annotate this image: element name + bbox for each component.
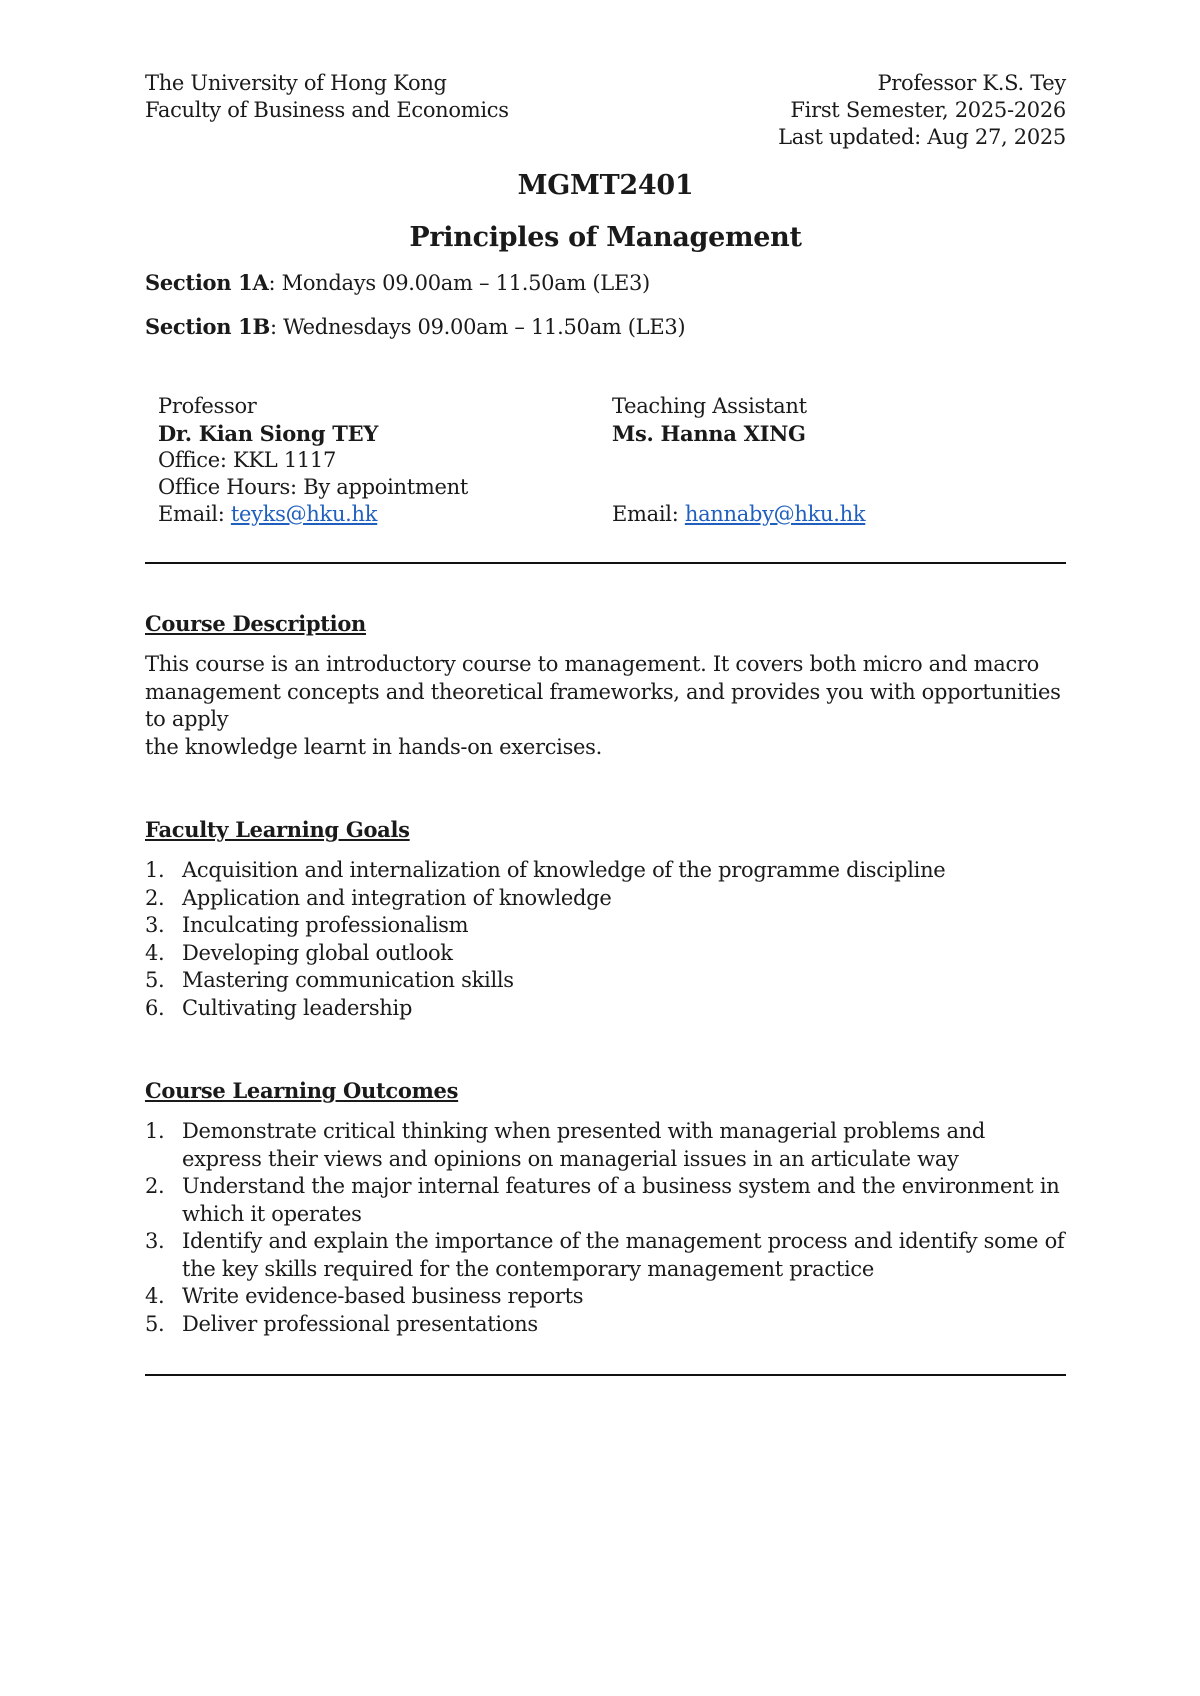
course-description-text	[145, 651, 1066, 761]
header-left	[145, 70, 509, 151]
professor-info	[158, 393, 612, 528]
list-number: 2.	[145, 1174, 165, 1198]
list-number: 4.	[145, 940, 165, 965]
list-text: Cultivating leadership	[182, 995, 413, 1020]
semester: First Semester, 2025-2026	[790, 98, 1066, 122]
professor-short-name: Professor K.S. Tey	[877, 71, 1066, 95]
course-code: MGMT2401	[517, 170, 694, 201]
section-label: Section 1B	[145, 314, 270, 339]
faculty-learning-goals-heading: Faculty Learning Goals	[145, 817, 410, 842]
list-number: 2.	[145, 885, 165, 910]
professor-name: Dr. Kian Siong TEY	[158, 421, 379, 446]
list-item	[145, 995, 1066, 1023]
list-item	[145, 912, 1066, 940]
list-number: 3.	[145, 1229, 165, 1253]
list-item	[145, 857, 1066, 885]
list-number: 5.	[145, 968, 165, 992]
course-description-heading: Course Description	[145, 611, 367, 636]
list-item	[145, 1228, 1066, 1283]
last-updated: Last updated: Aug 27, 2025	[778, 125, 1066, 149]
document-header	[145, 70, 1066, 151]
university-name: The University of Hong Kong	[145, 71, 447, 95]
section-1b	[145, 313, 1066, 341]
header-right	[778, 70, 1066, 151]
list-text: Understand the major internal features of a business system and the environment in which it operates	[182, 1174, 1060, 1226]
ta-email-line	[612, 501, 1066, 528]
section-1a	[145, 269, 1066, 297]
divider	[145, 562, 1066, 564]
list-number: 3.	[145, 913, 165, 937]
section-schedule: : Wednesdays 09.00am – 11.50am (LE3)	[269, 315, 686, 339]
ta-name: Ms. Hanna XING	[612, 421, 806, 446]
ta-role: Teaching Assistant	[612, 394, 807, 418]
faculty-name: Faculty of Business and Economics	[145, 98, 509, 122]
course-learning-outcomes-list	[145, 1118, 1066, 1338]
ta-email-link[interactable]: hannaby@hku.hk	[684, 502, 866, 526]
ta-info	[612, 393, 1066, 528]
list-text: Identify and explain the importance of the management process and identify some of the key skills required for the contemporary management practice	[182, 1229, 1065, 1281]
description-line: This course is an introductory course to management. It covers both micro and macro	[145, 652, 1040, 676]
list-text: Acquisition and internalization of knowledge of the programme discipline	[182, 858, 946, 882]
list-text: Write evidence-based business reports	[182, 1284, 584, 1308]
description-line: the knowledge learnt in hands-on exercises.	[145, 734, 603, 759]
professor-office-hours: Office Hours: By appointment	[158, 475, 468, 499]
list-text: Demonstrate critical thinking when presented with managerial problems and express their views and opinions on managerial issues in an articulate way	[182, 1119, 986, 1171]
list-item	[145, 885, 1066, 913]
list-item	[145, 967, 1066, 995]
professor-email-line	[158, 501, 612, 528]
list-text: Deliver professional presentations	[182, 1311, 538, 1336]
description-line: management concepts and theoretical frameworks, and provides you with opportunities to apply	[145, 679, 1061, 731]
divider	[145, 1374, 1066, 1376]
section-label: Section 1A	[145, 270, 269, 295]
list-text: Inculcating professionalism	[182, 913, 469, 937]
email-label: Email:	[158, 502, 231, 526]
list-item	[145, 1283, 1066, 1311]
professor-role: Professor	[158, 394, 257, 418]
section-schedule: : Mondays 09.00am – 11.50am (LE3)	[268, 271, 650, 295]
email-label: Email:	[612, 502, 685, 526]
course-learning-outcomes-heading: Course Learning Outcomes	[145, 1078, 459, 1103]
list-text: Mastering communication skills	[182, 968, 514, 992]
ta-spacer	[612, 447, 1066, 474]
list-number: 4.	[145, 1284, 165, 1308]
faculty-learning-goals-list	[145, 857, 1066, 1022]
list-text: Application and integration of knowledge	[182, 885, 612, 910]
staff-info	[145, 393, 1066, 528]
professor-office: Office: KKL 1117	[158, 448, 337, 472]
syllabus-page	[145, 70, 1066, 1376]
list-number: 6.	[145, 995, 165, 1020]
course-title: Principles of Management	[409, 222, 802, 253]
list-item	[145, 1311, 1066, 1339]
list-item	[145, 1118, 1066, 1173]
list-number: 5.	[145, 1311, 165, 1336]
list-text: Developing global outlook	[182, 940, 453, 965]
list-item	[145, 940, 1066, 968]
ta-spacer	[612, 474, 1066, 501]
list-number: 1.	[145, 1119, 165, 1143]
list-item	[145, 1173, 1066, 1228]
list-number: 1.	[145, 858, 165, 882]
professor-email-link[interactable]: teyks@hku.hk	[230, 502, 378, 526]
